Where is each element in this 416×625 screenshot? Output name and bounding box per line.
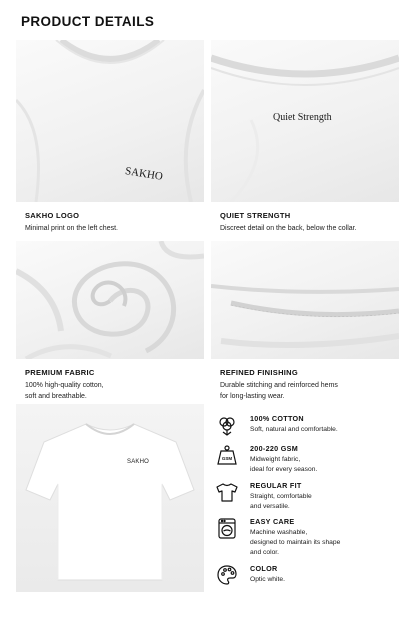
- feature-line: Straight, comfortable: [250, 493, 312, 500]
- feature-line: Machine washable,: [250, 529, 308, 536]
- feature-line: ideal for every season.: [250, 466, 318, 473]
- feature-heading: 200-220 GSM: [250, 444, 299, 453]
- quiet-strength-print: Quiet Strength: [273, 112, 332, 123]
- washing-machine-icon: [216, 517, 238, 539]
- finishing-caption: [220, 367, 360, 402]
- feature-line: Optic white.: [250, 576, 285, 583]
- fabric-heading: PREMIUM FABRIC: [25, 368, 95, 377]
- back-description: Discreet detail on the back, below the collar.: [220, 225, 357, 232]
- feature-heading: COLOR: [250, 564, 278, 573]
- back-caption: [220, 210, 357, 234]
- logo-caption: [25, 210, 118, 234]
- feature-line: Midweight fabric,: [250, 456, 301, 463]
- fabric-description-line2: soft and breathable.: [25, 393, 87, 400]
- finishing-detail-photo: [211, 241, 399, 359]
- sakho-logo-print: SAKHO: [124, 165, 164, 183]
- tshirt-logo-print: SAKHO: [127, 459, 150, 465]
- logo-detail-photo: [16, 40, 204, 202]
- fabric-caption: [25, 367, 145, 402]
- fabric-description-line1: 100% high-quality cotton,: [25, 382, 104, 389]
- back-detail-photo: [211, 40, 399, 202]
- finishing-heading: REFINED FINISHING: [220, 368, 299, 377]
- fabric-detail-photo: [16, 241, 204, 359]
- page-title: PRODUCT DETAILS: [21, 14, 155, 29]
- weight-icon: [216, 444, 238, 466]
- feature-line: and color.: [250, 549, 279, 556]
- feature-heading: REGULAR FIT: [250, 481, 302, 490]
- feature-heading: 100% COTTON: [250, 414, 304, 423]
- feature-line: and versatile.: [250, 503, 290, 510]
- palette-icon: [216, 564, 238, 586]
- feature-heading: EASY CARE: [250, 517, 295, 526]
- tshirt-icon: [216, 481, 238, 503]
- finishing-description-line2: for long-lasting wear.: [220, 393, 285, 400]
- cotton-icon: [216, 414, 238, 436]
- feature-line: Soft, natural and comfortable.: [250, 426, 338, 433]
- back-heading: QUIET STRENGTH: [220, 211, 291, 220]
- weight-icon-label: GSM: [221, 456, 233, 461]
- logo-description: Minimal print on the left chest.: [25, 225, 118, 232]
- finishing-description-line1: Durable stitching and reinforced hems: [220, 382, 338, 389]
- tshirt-product-photo: [16, 404, 204, 592]
- feature-line: designed to maintain its shape: [250, 539, 341, 546]
- logo-heading: SAKHO LOGO: [25, 211, 80, 220]
